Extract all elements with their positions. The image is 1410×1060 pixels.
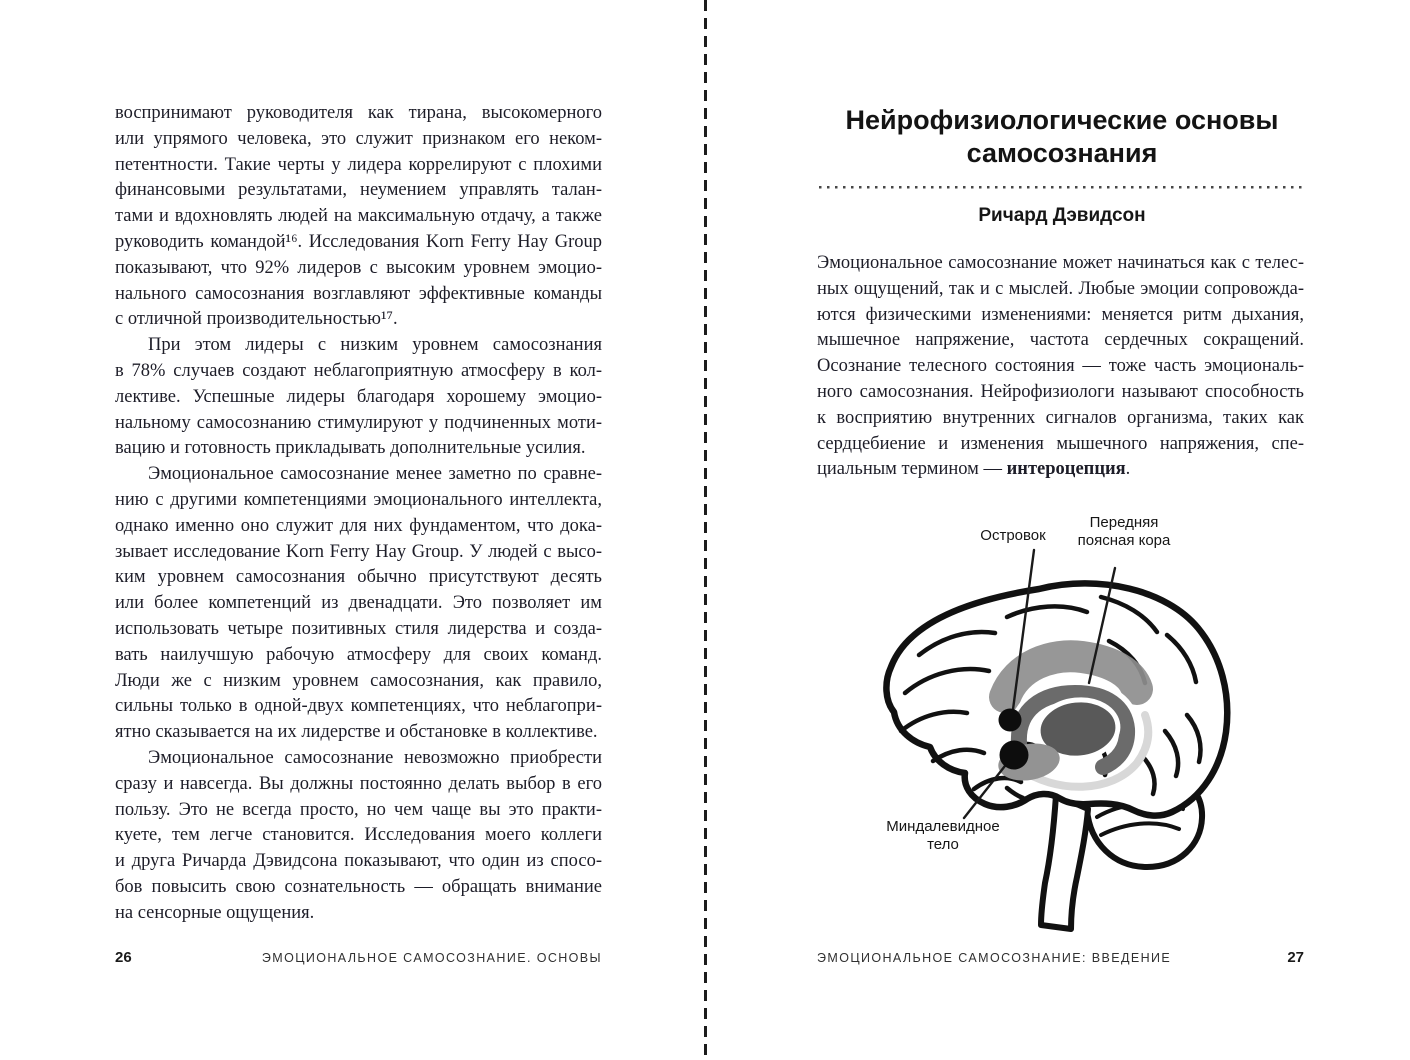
paragraph [115, 746, 602, 927]
left-page-footer [115, 949, 602, 971]
text-line: или более компетенций из двенадцати. Это позволяет им [115, 593, 602, 614]
text-line: вать наилучшую рабочую атмосферу для своих команд. [115, 644, 602, 665]
text-line: вацию и готовность прикладывать дополнительные усилия. [115, 438, 586, 459]
text-line: Эмоциональное самосознание может начинаться как с телес- [817, 253, 1304, 273]
text-line: сразу и навсегда. Вы должны постоянно делать выбор в его [115, 773, 602, 794]
text-line: ятно сказывается на их лидерстве и обстановке в коллективе. [115, 722, 598, 743]
text-line: однако именно оно служит для них фундаментом, что дока- [115, 515, 602, 536]
label-line: Миндалевидное [886, 818, 1000, 835]
label-amygdala [863, 818, 1023, 854]
text-line: с отличной производительностью¹⁷. [115, 309, 398, 330]
text-line: бов повысить свою сознательность — обращать внимание [115, 876, 602, 897]
right-page [707, 0, 1410, 1060]
text-line: петентности. Такие черты у лидера коррелируют с плохими [115, 154, 602, 175]
text-line: и друга Ричарда Дэвидсона показывают, что один из спосо- [115, 851, 602, 872]
running-title: ЭМОЦИОНАЛЬНОЕ САМОСОЗНАНИЕ: ВВЕДЕНИЕ [817, 951, 1172, 965]
paragraph [115, 101, 602, 333]
label-line: поясная кора [1077, 532, 1171, 549]
label-line: Передняя [1089, 514, 1159, 531]
text-line: руководить командой¹⁶. Исследования Korn Ferry Hay Group [115, 231, 602, 252]
text-segment: . [1125, 459, 1131, 480]
text-line: тами и вдохновлять людей на максимальную отдачу, а также [115, 206, 602, 227]
right-page-footer [817, 949, 1304, 971]
text-line: на сенсорные ощущения. [115, 902, 315, 923]
chapter-title-line: самосознания [966, 138, 1158, 168]
chapter-title [792, 104, 1332, 170]
text-line: нального самосознания возглавляют эффективные команды [115, 283, 602, 304]
text-line: к восприятию внутренних сигналов организма, таких как [817, 407, 1304, 428]
text-line: Эмоциональное самосознание менее заметно по сравне- [148, 464, 602, 485]
text-line: ных ощущений, так и с мыслей. Любые эмоции сопровожда- [817, 278, 1304, 299]
text-line: финансовыми результатами, неумением управлять талан- [115, 180, 602, 201]
text-line: пользу. Это не всегда просто, но чем чаще вы это практи- [115, 799, 602, 820]
text-line: нальному самосознанию стимулируют у подчиненных моти- [115, 412, 602, 433]
left-page [0, 0, 704, 1060]
dotted-rule [819, 186, 1302, 189]
label-anterior-cingulate-cortex [1054, 514, 1194, 550]
label-line: тело [927, 836, 959, 853]
brain-diagram [857, 505, 1287, 935]
text-line: ются физическими изменениями: меняется ритм дыхания, [817, 304, 1304, 325]
text-line: в 78% случаев создают неблагоприятную атмосферу в кол- [115, 360, 602, 381]
text-line: сердцебиение и изменения мышечного напряжения, спе- [817, 433, 1304, 454]
text-line: ного самосознания. Нейрофизиологи называют способность [817, 381, 1304, 402]
text-line: Люди же с низким уровнем самосознания, как правило, [115, 670, 602, 691]
text-line: Эмоциональное самосознание невозможно приобрести [148, 747, 602, 768]
page-number: 27 [1287, 949, 1304, 966]
left-page-text [115, 101, 602, 927]
text-line: использовать четыре позитивных стиля лидерства и созда- [115, 618, 602, 639]
text-line: или упрямого человека, это служит признаком его неком- [115, 128, 602, 149]
label-insula: Островок [980, 527, 1046, 544]
text-line: Осознание телесного состояния — тоже часть эмоциональ- [817, 356, 1304, 377]
text-line: зывает исследование Korn Ferry Hay Group. У людей с высо- [115, 541, 602, 562]
text-line: сильны только в одной-двух компетенциях, что неблагопри- [115, 696, 602, 717]
text-line: нию с другими компетенциями эмоционального интеллекта, [115, 489, 602, 510]
chapter-title-line: Нейрофизиологические основы [845, 105, 1279, 135]
paragraph [115, 333, 602, 462]
paragraph [115, 462, 602, 746]
text-line: показывают, что 92% лидеров с высоким уровнем эмоцио- [115, 257, 602, 278]
author-byline: Ричард Дэвидсон [978, 205, 1146, 226]
page-number: 26 [115, 949, 132, 966]
running-title: ЭМОЦИОНАЛЬНОЕ САМОСОЗНАНИЕ. ОСНОВЫ [261, 951, 602, 965]
text-line: воспринимают руководителя как тирана, высокомерного [115, 103, 602, 123]
text-line: лективе. Успешные лидеры благодаря хорошему эмоцио- [115, 386, 602, 407]
text-segment: циальным термином — [817, 459, 1007, 480]
text-line: куете, тем легче становится. Исследования моего коллеги [115, 825, 602, 846]
interoception-term: интероцепция [1006, 459, 1126, 480]
text-line: При этом лидеры с низким уровнем самосознания [148, 335, 602, 356]
text-line: ким уровнем самосознания обычно присутствуют десять [115, 567, 602, 588]
text-line: мышечное напряжение, частота сердечных сокращений. [817, 330, 1304, 351]
right-page-text [817, 251, 1304, 483]
